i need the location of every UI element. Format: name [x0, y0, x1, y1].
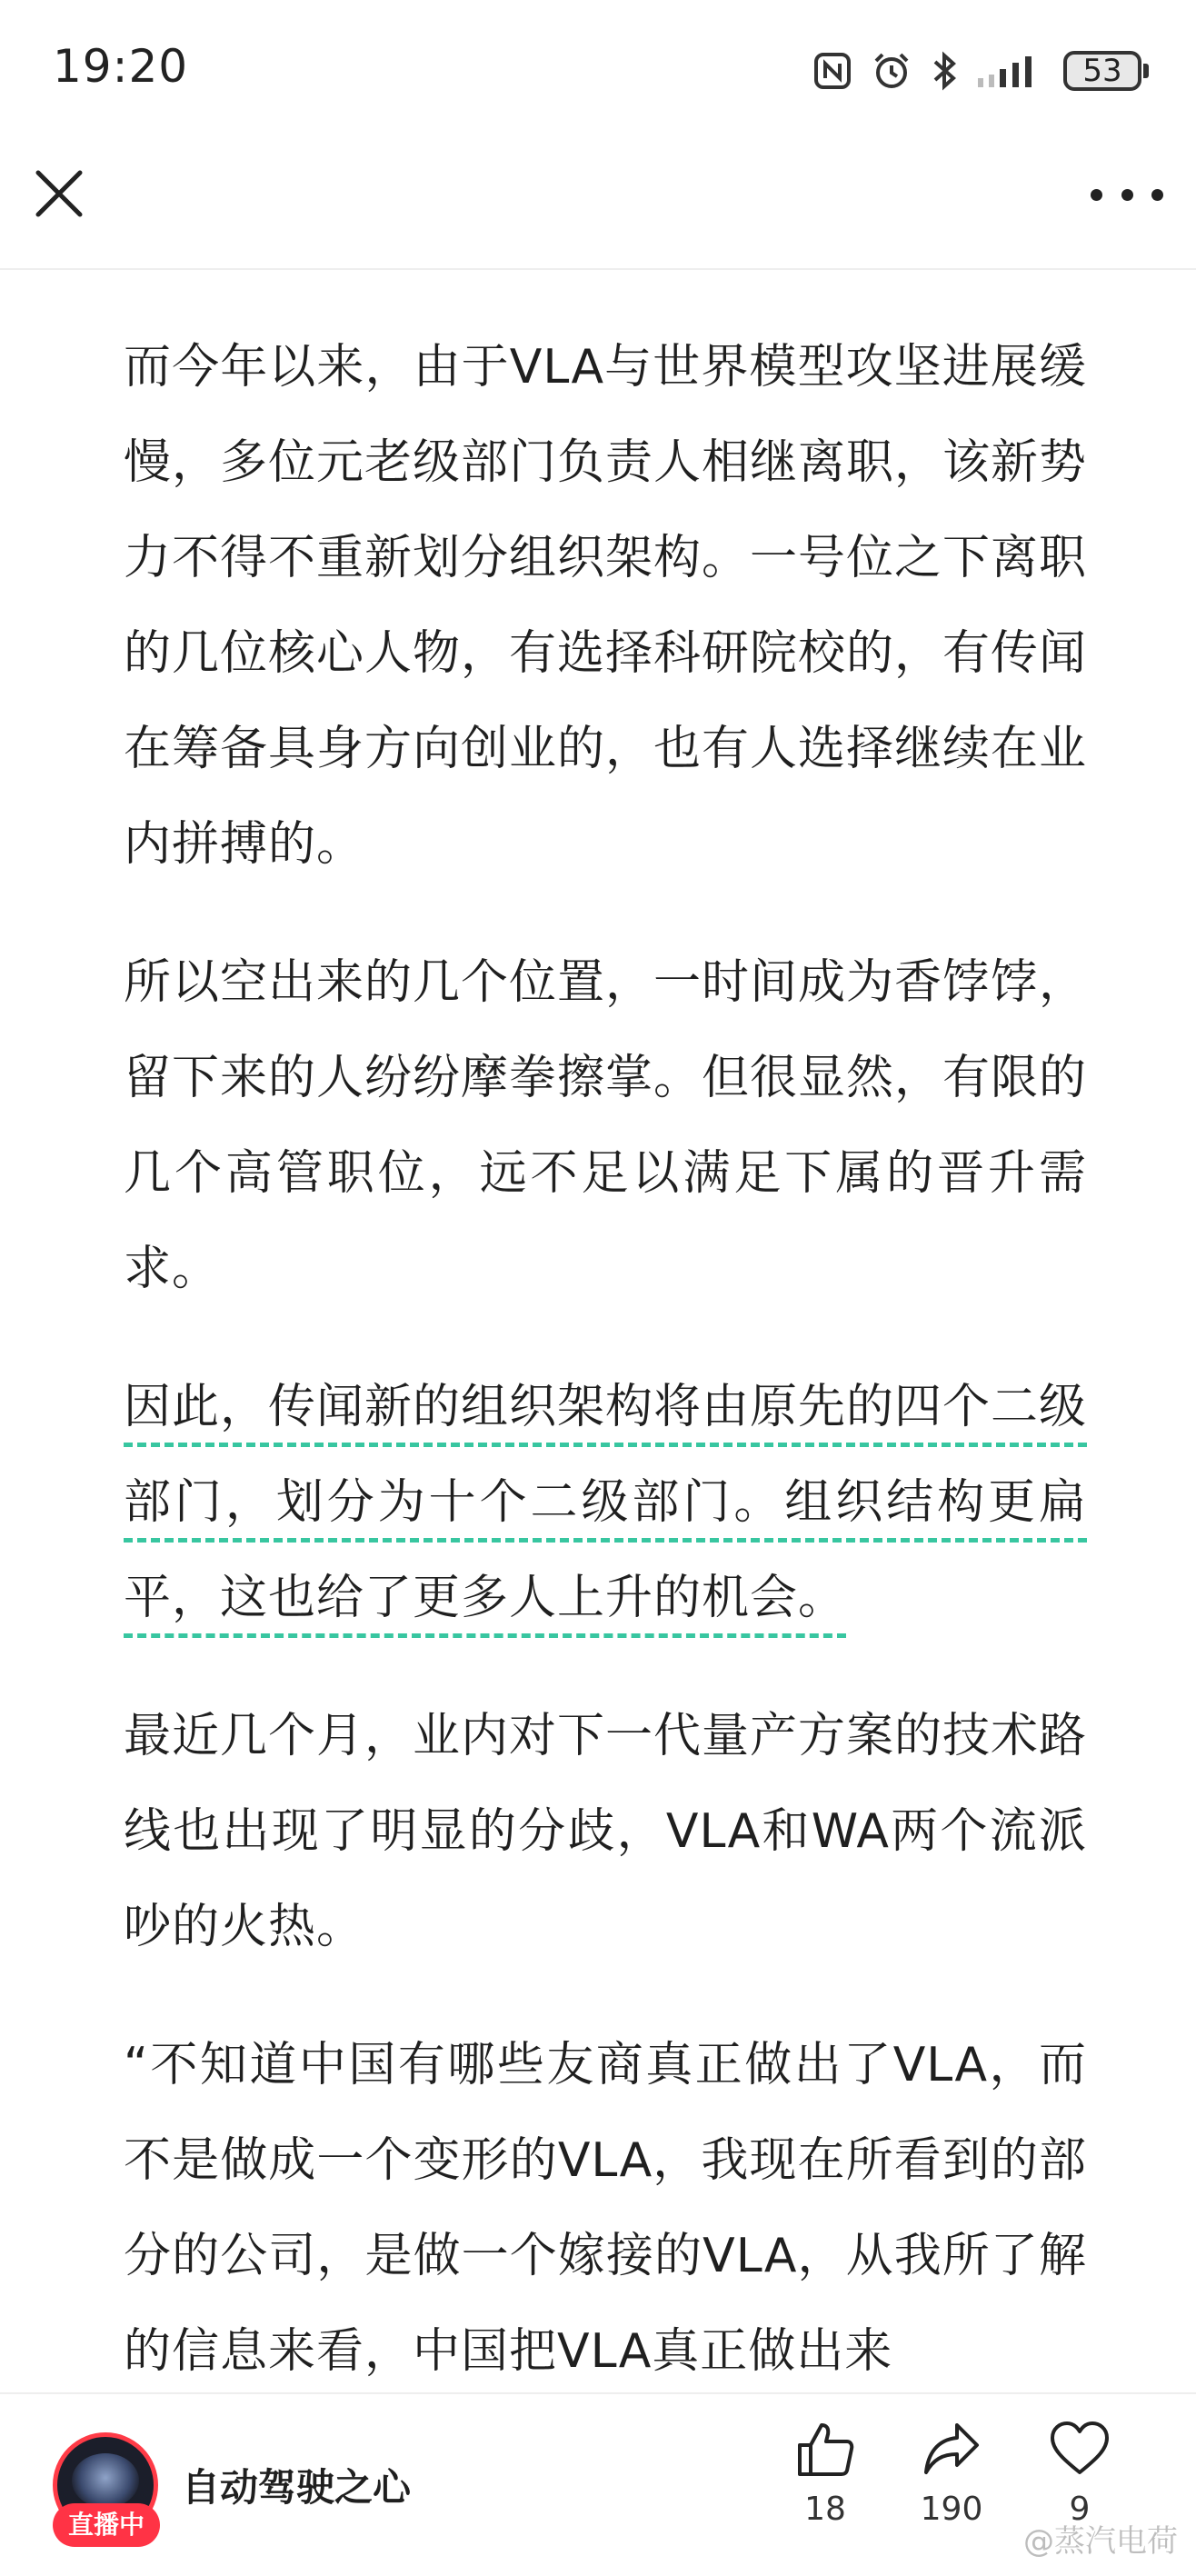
highlighted-paragraph[interactable] — [124, 1360, 1087, 1646]
watermark: @蒸汽电荷 — [1023, 2523, 1178, 2560]
article-paragraph: 所以空出来的几个位置，一时间成为香饽饽，留下来的人纷纷摩拳擦掌。但很显然，有限的几个高管职位，远不足以满足下属的晋升需求。 — [124, 955, 1088, 1296]
more-icon — [1091, 189, 1102, 201]
more-icon-dot — [1151, 189, 1163, 201]
more-button[interactable] — [1091, 176, 1163, 213]
status-bar — [0, 0, 1196, 136]
bottom-bar — [0, 2392, 1196, 2576]
share-count: 190 — [920, 2491, 983, 2528]
article-paragraph: 最近几个月，业内对下一代量产方案的技术路线也出现了明显的分歧，VLA和WA两个流派吵的火热。 — [124, 1709, 1088, 1954]
favorite-button[interactable] — [1025, 2420, 1134, 2528]
close-button[interactable] — [33, 167, 85, 220]
article-paragraph: 而今年以来，由于VLA与世界模型攻坚进展缓慢，多位元老级部门负责人相继离职，该新势力不得不重新划分组织架构。一号位之下离职的几位核心人物，有选择科研院校的，有传闻在筹备具身方向创业的，也有人选择继续在业内拼搏的。 — [124, 340, 1088, 872]
like-button[interactable] — [771, 2420, 880, 2528]
alarm-icon — [871, 50, 912, 92]
article-body — [124, 320, 1087, 2442]
share-button[interactable] — [897, 2420, 1006, 2528]
battery-cap — [1143, 64, 1149, 78]
close-icon — [33, 167, 85, 220]
status-time: 19:20 — [53, 40, 189, 93]
more-icon-dot — [1121, 189, 1133, 201]
signal-icon — [976, 51, 1045, 91]
top-nav — [0, 136, 1196, 270]
share-icon — [921, 2420, 982, 2478]
favorite-count: 9 — [1069, 2491, 1091, 2528]
bluetooth-icon — [931, 50, 958, 92]
thumbs-up-icon — [794, 2420, 856, 2478]
live-badge[interactable]: 直播中 — [53, 2503, 160, 2547]
heart-icon — [1049, 2420, 1111, 2478]
battery-indicator — [1063, 51, 1149, 91]
highlighted-text[interactable]: 因此，传闻新的组织架构将由原先的四个二级部门，划分为十个二级部门。组织结构更扁平，这也给了更多人上升的机会。 — [124, 1380, 1088, 1625]
like-count: 18 — [804, 2491, 846, 2528]
nfc-icon — [812, 51, 852, 91]
article-paragraph: “不知道中国有哪些友商真正做出了VLA，而不是做成一个变形的VLA，我现在所看到的部分的公司，是做一个嫁接的VLA，从我所了解的信息来看，中国把VLA真正做出来 — [124, 2038, 1087, 2379]
status-icons — [812, 45, 1149, 96]
battery-level: 53 — [1063, 51, 1141, 91]
author-name[interactable]: 自动驾驶之心 — [182, 2465, 412, 2510]
avatar-logo — [72, 2453, 139, 2508]
